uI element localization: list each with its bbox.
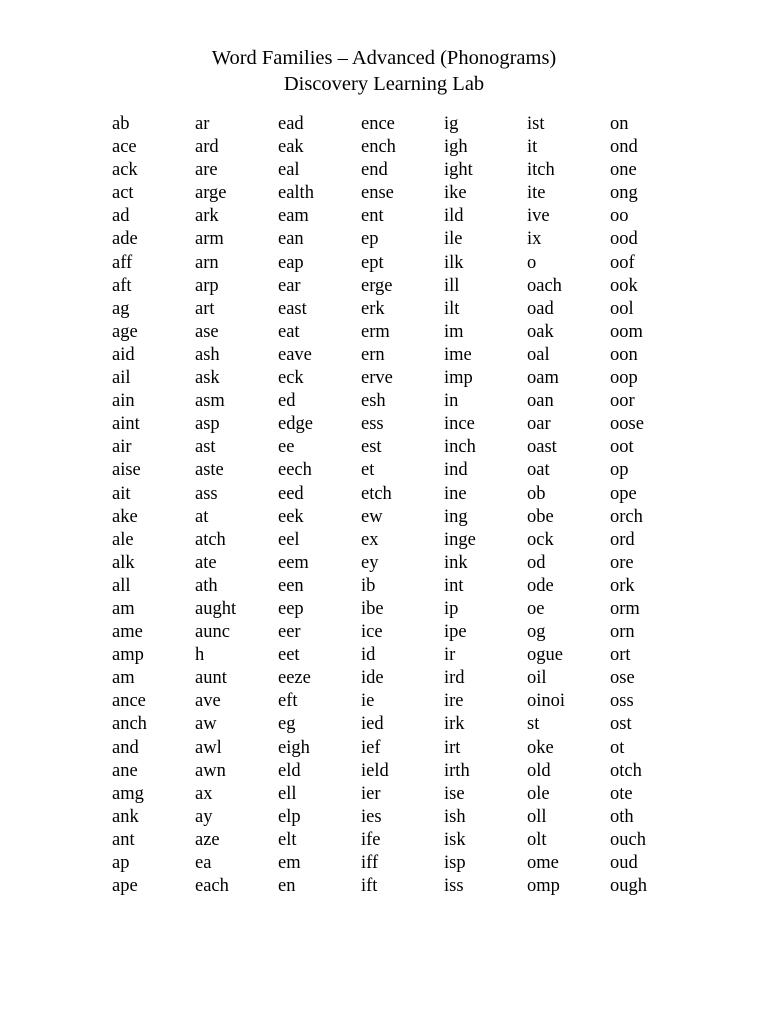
word-family-item: oinoi — [527, 691, 566, 712]
word-family-item: age — [112, 321, 138, 342]
word-family-item: aste — [195, 460, 224, 481]
word-family-item: imp — [444, 368, 473, 389]
word-family-item: ealth — [278, 183, 314, 204]
word-family-item: am — [112, 598, 135, 619]
word-family-item: oof — [610, 252, 635, 273]
word-family-item: ote — [610, 783, 633, 804]
word-family-item: ark — [195, 206, 219, 227]
word-family-item: are — [195, 160, 218, 181]
word-family-item: est — [361, 437, 382, 458]
word-family-item: aze — [195, 829, 220, 850]
word-family-item: ort — [610, 645, 631, 666]
word-column — [444, 113, 524, 898]
word-family-item: ock — [527, 529, 554, 550]
word-family-item: and — [112, 737, 139, 758]
word-family-item: at — [195, 506, 209, 527]
word-family-item: eek — [278, 506, 304, 527]
word-family-item: igh — [444, 137, 468, 158]
word-family-item: aid — [112, 344, 135, 365]
word-family-item: ife — [361, 829, 381, 850]
word-family-item: oal — [527, 344, 550, 365]
word-family-item: ind — [444, 460, 468, 481]
word-family-item: ack — [112, 160, 138, 181]
word-family-item: ense — [361, 183, 394, 204]
word-column — [527, 113, 607, 898]
word-family-item: ain — [112, 391, 135, 412]
word-family-item: oo — [610, 206, 629, 227]
word-family-item: orm — [610, 598, 640, 619]
word-family-item: ies — [361, 806, 382, 827]
word-family-item: ilk — [444, 252, 464, 273]
word-family-item: oak — [527, 321, 554, 342]
word-family-item: ild — [444, 206, 464, 227]
word-family-item: anch — [112, 714, 147, 735]
word-family-item: od — [527, 552, 546, 573]
word-family-item: ord — [610, 529, 635, 550]
word-family-item: ept — [361, 252, 384, 273]
word-family-item: ear — [278, 275, 301, 296]
word-family-item: oud — [610, 853, 638, 873]
word-column — [361, 113, 441, 898]
word-family-item: ipe — [444, 622, 467, 643]
page-title: Word Families – Advanced (Phonograms) — [211, 47, 557, 69]
word-family-item: iff — [361, 853, 379, 873]
word-family-item: ouch — [610, 829, 646, 850]
word-family-item: eech — [278, 460, 312, 481]
word-family-item: erk — [361, 298, 385, 319]
word-family-item: ap — [112, 853, 130, 873]
word-family-item: elt — [278, 829, 297, 850]
word-family-item: arge — [195, 183, 227, 204]
word-family-item: art — [195, 298, 215, 319]
word-family-item: ir — [444, 645, 456, 666]
word-family-item: ip — [444, 598, 459, 619]
word-family-item: arn — [195, 252, 219, 273]
word-family-item: ench — [361, 137, 396, 158]
word-family-item: aft — [112, 275, 132, 296]
word-family-item: eam — [278, 206, 309, 227]
word-family-item: ape — [112, 876, 138, 897]
word-family-item: h — [195, 645, 205, 666]
word-family-item: otch — [610, 760, 642, 781]
word-family-item: int — [444, 575, 464, 596]
word-family-item: ant — [112, 829, 135, 850]
word-family-item: ance — [112, 691, 146, 712]
word-family-item: eck — [278, 368, 304, 389]
word-family-item: eat — [278, 321, 300, 342]
word-family-item: im — [444, 321, 464, 342]
word-family-item: et — [361, 460, 375, 481]
word-family-item: oam — [527, 368, 559, 389]
word-family-item: it — [527, 137, 538, 158]
word-family-item: ong — [610, 183, 638, 204]
word-family-item: ane — [112, 760, 138, 781]
page-subtitle: Discovery Learning Lab — [283, 73, 485, 95]
word-family-item: ail — [112, 368, 131, 389]
word-family-item: oth — [610, 806, 634, 827]
word-family-item: arp — [195, 275, 219, 296]
word-family-item: oe — [527, 598, 545, 619]
word-family-item: ait — [112, 483, 131, 504]
word-family-item: irk — [444, 714, 465, 735]
word-family-item: id — [361, 645, 376, 666]
word-family-item: arm — [195, 229, 224, 250]
word-family-item: ill — [444, 275, 460, 296]
word-family-item: ard — [195, 137, 219, 158]
word-family-item: ed — [278, 391, 296, 412]
word-family-item: ey — [361, 552, 379, 573]
word-family-item: oom — [610, 321, 643, 342]
word-family-item: eep — [278, 598, 304, 619]
word-family-item: ift — [361, 876, 378, 897]
word-family-item: irth — [444, 760, 470, 781]
word-family-item: awn — [195, 760, 226, 781]
word-family-item: oan — [527, 391, 554, 412]
word-family-item: inge — [444, 529, 476, 550]
word-family-item: olt — [527, 829, 547, 850]
word-family-item: asm — [195, 391, 225, 412]
word-family-item: ose — [610, 668, 635, 689]
word-family-item: ob — [527, 483, 546, 504]
word-family-item: ab — [112, 114, 130, 134]
word-family-item: ath — [195, 575, 218, 596]
word-family-item: asp — [195, 414, 220, 435]
word-family-item: eer — [278, 622, 301, 643]
word-family-item: ome — [527, 853, 559, 873]
word-family-item: oke — [527, 737, 554, 758]
word-family-item: ep — [361, 229, 379, 250]
word-family-item: ied — [361, 714, 384, 735]
word-family-item: oad — [527, 298, 554, 319]
word-column — [112, 113, 192, 898]
word-family-item: aff — [112, 252, 133, 273]
word-family-item: ince — [444, 414, 475, 435]
word-family-item: ass — [195, 483, 218, 504]
word-family-item: ix — [527, 229, 542, 250]
word-family-item: in — [444, 391, 459, 412]
word-family-item: each — [195, 876, 229, 897]
word-family-item: ost — [610, 714, 632, 735]
word-family-item: een — [278, 575, 304, 596]
word-family-item: ade — [112, 229, 138, 250]
word-family-item: esh — [361, 391, 386, 412]
word-family-item: ibe — [361, 598, 384, 619]
word-family-item: oil — [527, 668, 547, 689]
word-family-item: ore — [610, 552, 634, 573]
word-family-item: ire — [444, 691, 464, 712]
word-column — [278, 113, 358, 898]
word-family-item: ave — [195, 691, 221, 712]
word-family-item: isk — [444, 829, 466, 850]
word-family-item: ite — [527, 183, 546, 204]
word-family-item: ad — [112, 206, 130, 227]
word-family-item: eap — [278, 252, 304, 273]
word-family-item: ood — [610, 229, 638, 250]
word-family-item: ide — [361, 668, 384, 689]
word-family-item: ike — [444, 183, 467, 204]
word-family-item: orn — [610, 622, 635, 643]
word-family-item: ogue — [527, 645, 563, 666]
word-family-item: eet — [278, 645, 300, 666]
word-family-item: ield — [361, 760, 389, 781]
word-family-item: ence — [361, 114, 395, 134]
word-family-item: etch — [361, 483, 392, 504]
word-family-item: eed — [278, 483, 304, 504]
word-family-item: ess — [361, 414, 384, 435]
word-family-item: oach — [527, 275, 562, 296]
word-family-item: oat — [527, 460, 550, 481]
word-family-item: em — [278, 853, 301, 873]
word-family-item: ole — [527, 783, 550, 804]
word-family-item: erve — [361, 368, 393, 389]
word-family-item: ag — [112, 298, 130, 319]
word-family-item: ot — [610, 737, 625, 758]
word-family-item: ook — [610, 275, 638, 296]
word-family-item: en — [278, 876, 296, 897]
word-family-item: inch — [444, 437, 476, 458]
word-family-item: ash — [195, 344, 220, 365]
word-family-item: ell — [278, 783, 297, 804]
word-family-item: edge — [278, 414, 313, 435]
word-family-item: ink — [444, 552, 468, 573]
word-family-item: am — [112, 668, 135, 689]
word-family-item: ool — [610, 298, 634, 319]
word-family-item: ew — [361, 506, 383, 527]
word-family-item: aint — [112, 414, 140, 435]
word-family-item: ist — [527, 114, 545, 134]
word-family-item: oll — [527, 806, 547, 827]
word-family-item: ond — [610, 137, 638, 158]
word-family-item: omp — [527, 876, 560, 897]
word-family-item: ie — [361, 691, 375, 712]
word-family-item: ird — [444, 668, 465, 689]
word-family-item: oot — [610, 437, 634, 458]
word-family-item: amp — [112, 645, 144, 666]
word-family-item: erge — [361, 275, 393, 296]
word-family-item: aught — [195, 598, 237, 619]
word-family-item: ig — [444, 114, 459, 134]
word-family-item: o — [527, 252, 537, 273]
word-family-item: ime — [444, 344, 472, 365]
word-family-item: eel — [278, 529, 300, 550]
word-family-item: eave — [278, 344, 312, 365]
word-family-item: obe — [527, 506, 554, 527]
word-family-item: end — [361, 160, 388, 181]
word-family-item: st — [527, 714, 540, 735]
word-family-item: awl — [195, 737, 222, 758]
word-family-item: ern — [361, 344, 385, 365]
word-family-item: ier — [361, 783, 381, 804]
word-family-item: ame — [112, 622, 143, 643]
word-family-item: ank — [112, 806, 139, 827]
word-family-item: ork — [610, 575, 635, 596]
word-family-item: ale — [112, 529, 134, 550]
word-family-item: all — [112, 575, 131, 596]
word-family-item: atch — [195, 529, 226, 550]
word-family-item: act — [112, 183, 134, 204]
word-family-item: ive — [527, 206, 550, 227]
word-family-item: eak — [278, 137, 304, 158]
word-family-item: erm — [361, 321, 390, 342]
word-family-item: ent — [361, 206, 384, 227]
word-family-item: oon — [610, 344, 638, 365]
word-family-item: amg — [112, 783, 144, 804]
word-family-item: eft — [278, 691, 298, 712]
word-family-item: elp — [278, 806, 301, 827]
word-family-item: alk — [112, 552, 135, 573]
word-family-item: iss — [444, 876, 464, 897]
word-family-item: ax — [195, 783, 213, 804]
word-family-item: oor — [610, 391, 635, 412]
word-family-item: isp — [444, 853, 466, 873]
word-family-item: ilt — [444, 298, 460, 319]
word-family-item: oast — [527, 437, 557, 458]
word-family-item: ask — [195, 368, 220, 389]
word-family-item: ase — [195, 321, 219, 342]
word-family-item: ate — [195, 552, 217, 573]
word-family-item: irt — [444, 737, 461, 758]
word-family-item: oar — [527, 414, 551, 435]
word-family-item: og — [527, 622, 546, 643]
word-family-item: itch — [527, 160, 555, 181]
word-column — [195, 113, 275, 898]
word-family-item: eeze — [278, 668, 311, 689]
word-family-item: eal — [278, 160, 300, 181]
word-family-item: aunc — [195, 622, 230, 643]
word-family-item: ine — [444, 483, 467, 504]
word-family-item: ice — [361, 622, 383, 643]
word-family-item: ight — [444, 160, 473, 181]
word-family-item: ile — [444, 229, 463, 250]
word-family-item: ea — [195, 853, 212, 873]
word-family-item: ope — [610, 483, 637, 504]
word-family-item: ace — [112, 137, 137, 158]
word-family-item: ake — [112, 506, 138, 527]
word-family-item: east — [278, 298, 307, 319]
word-family-item: on — [610, 114, 629, 134]
word-family-item: eigh — [278, 737, 310, 758]
word-family-item: aunt — [195, 668, 227, 689]
word-family-item: old — [527, 760, 551, 781]
word-family-item: aw — [195, 714, 217, 735]
word-family-item: aise — [112, 460, 141, 481]
word-family-item: ee — [278, 437, 295, 458]
word-family-item: eld — [278, 760, 301, 781]
word-family-item: ise — [444, 783, 465, 804]
word-family-item: one — [610, 160, 637, 181]
word-family-item: oose — [610, 414, 644, 435]
word-family-item: orch — [610, 506, 643, 527]
word-family-item: ib — [361, 575, 376, 596]
word-family-item: ing — [444, 506, 468, 527]
word-family-item: ode — [527, 575, 554, 596]
word-family-item: ex — [361, 529, 379, 550]
word-family-item: ean — [278, 229, 304, 250]
word-family-item: ish — [444, 806, 466, 827]
word-column — [610, 113, 690, 898]
word-family-item: ay — [195, 806, 213, 827]
word-family-item: eg — [278, 714, 296, 735]
word-family-item: ar — [195, 114, 210, 134]
word-family-item: ead — [278, 114, 304, 134]
word-family-item: ast — [195, 437, 216, 458]
word-family-item: ief — [361, 737, 381, 758]
word-family-item: eem — [278, 552, 309, 573]
word-family-item: ough — [610, 876, 647, 897]
word-family-item: air — [112, 437, 132, 458]
word-family-item: oop — [610, 368, 638, 389]
word-family-item: oss — [610, 691, 634, 712]
word-family-item: op — [610, 460, 629, 481]
